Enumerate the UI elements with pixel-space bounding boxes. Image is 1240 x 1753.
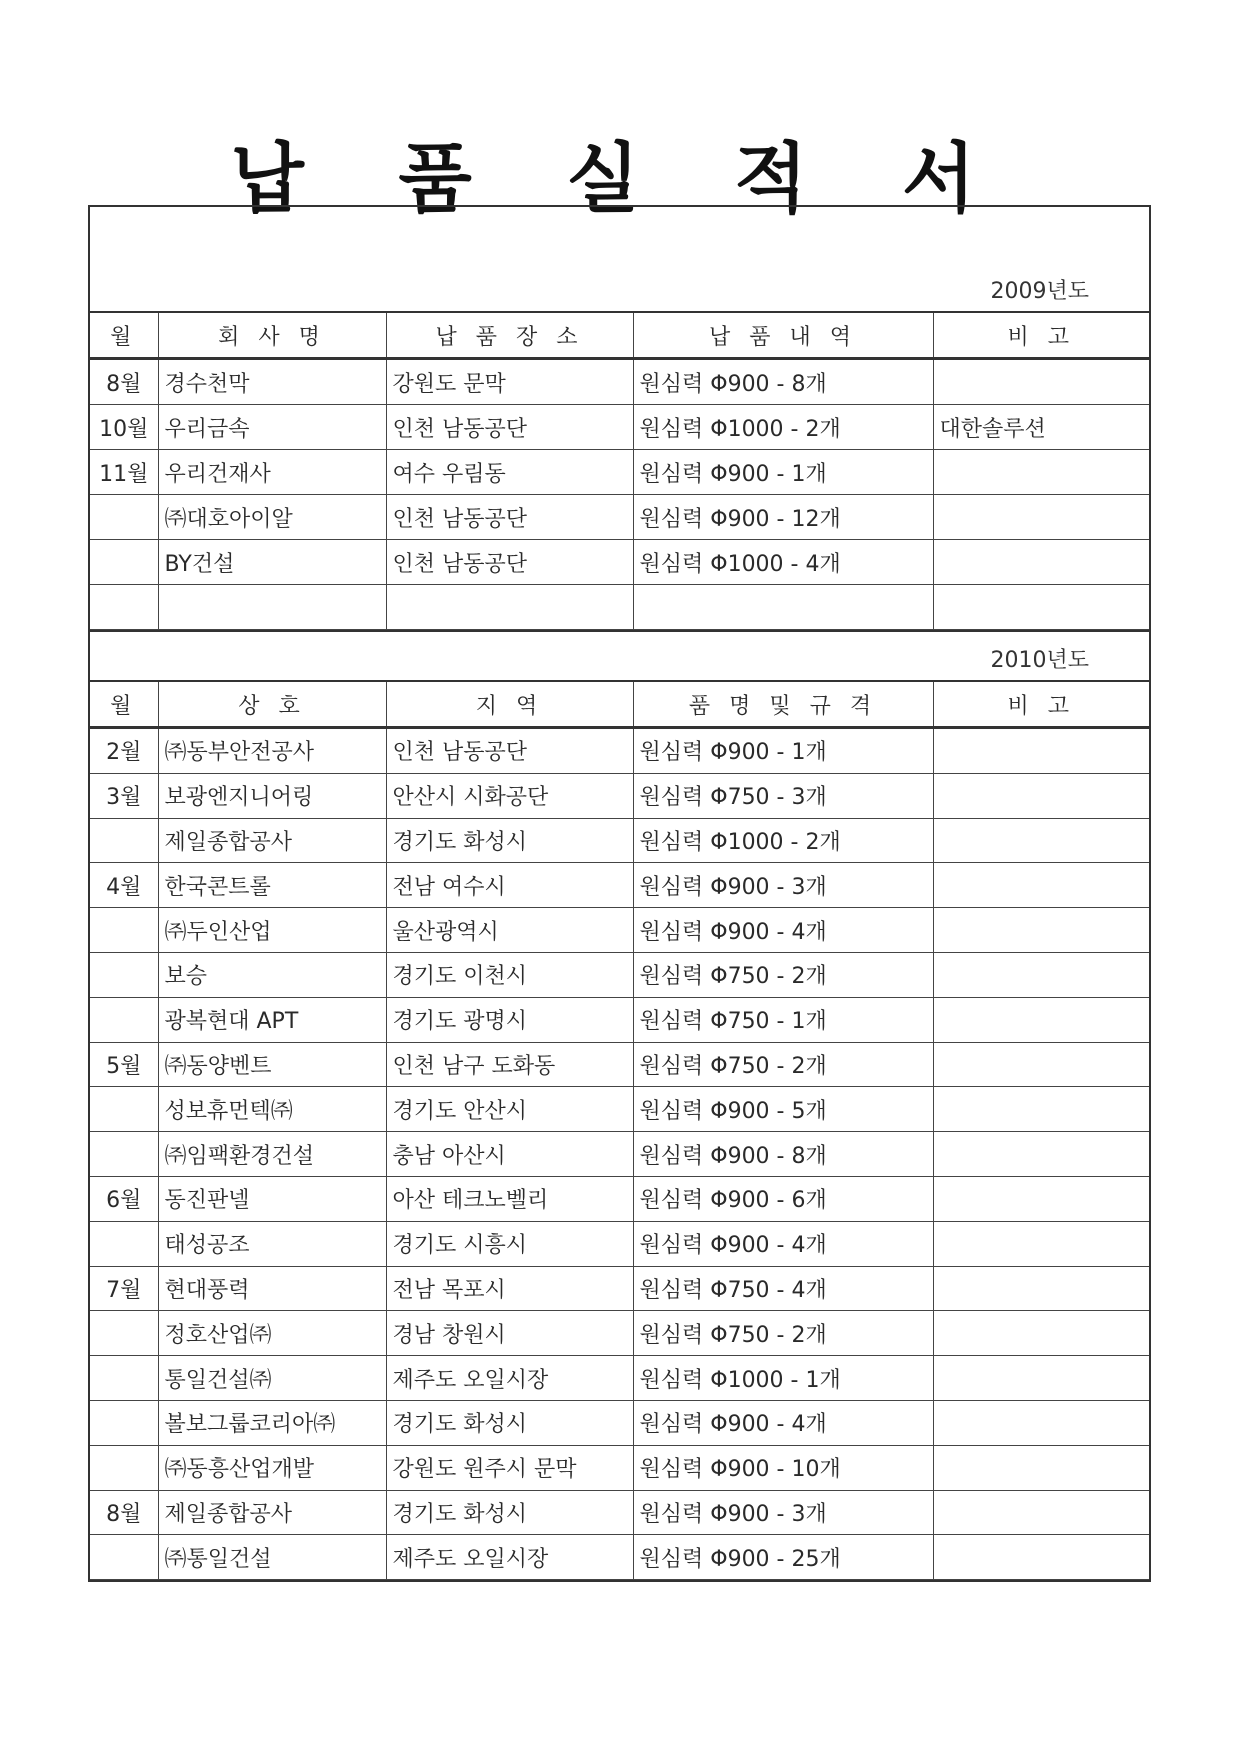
month-cell <box>90 1221 158 1266</box>
place-cell: 경기도 안산시 <box>386 1087 633 1132</box>
table-row <box>90 359 1149 405</box>
note-cell <box>933 997 1149 1042</box>
place-cell: 여수 우림동 <box>386 450 633 495</box>
note-cell <box>933 1311 1149 1356</box>
header-month: 월 <box>90 682 158 728</box>
place-cell: 인천 남동공단 <box>386 728 633 774</box>
note-cell <box>933 1266 1149 1311</box>
month-cell: 8월 <box>90 1490 158 1535</box>
note-cell <box>933 1087 1149 1132</box>
month-cell <box>90 1356 158 1401</box>
note-cell: 대한솔루션 <box>933 405 1149 450</box>
table-row <box>90 1445 1149 1490</box>
company-cell: 정호산업㈜ <box>158 1311 386 1356</box>
table-row <box>90 1087 1149 1132</box>
note-cell <box>933 450 1149 495</box>
place-cell: 강원도 원주시 문막 <box>386 1445 633 1490</box>
header-month: 월 <box>90 313 158 359</box>
place-cell: 경기도 화성시 <box>386 1490 633 1535</box>
place-cell: 인천 남동공단 <box>386 495 633 540</box>
table-row <box>90 1221 1149 1266</box>
place-cell: 제주도 오일시장 <box>386 1535 633 1580</box>
month-cell <box>90 818 158 863</box>
table-2009 <box>90 313 1149 630</box>
month-cell <box>90 908 158 953</box>
table-2010 <box>90 682 1149 1580</box>
details-cell: 원심력 Φ750 - 4개 <box>633 1266 933 1311</box>
month-cell <box>90 1400 158 1445</box>
header-note: 비 고 <box>933 313 1149 359</box>
month-cell <box>90 952 158 997</box>
note-cell <box>933 1356 1149 1401</box>
note-cell <box>933 863 1149 908</box>
table-row <box>90 773 1149 818</box>
note-cell <box>933 585 1149 630</box>
place-cell: 인천 남동공단 <box>386 540 633 585</box>
details-cell: 원심력 Φ900 - 10개 <box>633 1445 933 1490</box>
month-cell: 3월 <box>90 773 158 818</box>
month-cell: 8월 <box>90 359 158 405</box>
table-row <box>90 1042 1149 1087</box>
details-cell: 원심력 Φ900 - 4개 <box>633 908 933 953</box>
place-cell: 충남 아산시 <box>386 1132 633 1177</box>
note-cell <box>933 1176 1149 1221</box>
details-cell: 원심력 Φ900 - 3개 <box>633 863 933 908</box>
table-row <box>90 1132 1149 1177</box>
details-cell: 원심력 Φ1000 - 1개 <box>633 1356 933 1401</box>
details-cell: 원심력 Φ750 - 2개 <box>633 952 933 997</box>
company-cell: ㈜동부안전공사 <box>158 728 386 774</box>
table-row <box>90 818 1149 863</box>
table-row <box>90 1535 1149 1580</box>
note-cell <box>933 1400 1149 1445</box>
header-region: 지 역 <box>386 682 633 728</box>
note-cell <box>933 1490 1149 1535</box>
company-cell: 제일종합공사 <box>158 1490 386 1535</box>
header-company: 상 호 <box>158 682 386 728</box>
place-cell: 경기도 화성시 <box>386 1400 633 1445</box>
company-cell: ㈜임팩환경건설 <box>158 1132 386 1177</box>
details-cell: 원심력 Φ750 - 3개 <box>633 773 933 818</box>
month-cell: 6월 <box>90 1176 158 1221</box>
table-body-2010 <box>90 728 1149 1580</box>
note-cell <box>933 908 1149 953</box>
table-row <box>90 585 1149 630</box>
month-cell <box>90 1535 158 1580</box>
note-cell <box>933 1042 1149 1087</box>
company-cell <box>158 585 386 630</box>
month-cell <box>90 997 158 1042</box>
company-cell: 성보휴먼텍㈜ <box>158 1087 386 1132</box>
place-cell: 안산시 시화공단 <box>386 773 633 818</box>
note-cell <box>933 495 1149 540</box>
table-row <box>90 1176 1149 1221</box>
month-cell <box>90 1311 158 1356</box>
company-cell: ㈜동흥산업개발 <box>158 1445 386 1490</box>
note-cell <box>933 952 1149 997</box>
note-cell <box>933 359 1149 405</box>
company-cell: 볼보그룹코리아㈜ <box>158 1400 386 1445</box>
company-cell: 통일건설㈜ <box>158 1356 386 1401</box>
month-cell: 10월 <box>90 405 158 450</box>
table-row <box>90 1266 1149 1311</box>
table-row <box>90 1490 1149 1535</box>
note-cell <box>933 773 1149 818</box>
table-row <box>90 540 1149 585</box>
note-cell <box>933 818 1149 863</box>
place-cell: 경기도 화성시 <box>386 818 633 863</box>
header-row-2009 <box>90 313 1149 359</box>
details-cell: 원심력 Φ900 - 1개 <box>633 728 933 774</box>
details-cell: 원심력 Φ900 - 8개 <box>633 1132 933 1177</box>
year-label-2009: 2009년도 <box>990 279 1089 304</box>
place-cell: 인천 남동공단 <box>386 405 633 450</box>
table-row <box>90 908 1149 953</box>
company-cell: 광복현대 APT <box>158 997 386 1042</box>
note-cell <box>933 540 1149 585</box>
company-cell: 제일종합공사 <box>158 818 386 863</box>
table-row <box>90 495 1149 540</box>
table-row <box>90 1311 1149 1356</box>
company-cell: 우리금속 <box>158 405 386 450</box>
month-cell: 2월 <box>90 728 158 774</box>
place-cell: 경기도 이천시 <box>386 952 633 997</box>
month-cell: 11월 <box>90 450 158 495</box>
table-row <box>90 1400 1149 1445</box>
place-cell: 아산 테크노벨리 <box>386 1176 633 1221</box>
details-cell: 원심력 Φ1000 - 4개 <box>633 540 933 585</box>
company-cell: ㈜동양벤트 <box>158 1042 386 1087</box>
place-cell: 전남 목포시 <box>386 1266 633 1311</box>
table-row <box>90 997 1149 1042</box>
details-cell: 원심력 Φ1000 - 2개 <box>633 818 933 863</box>
table-row <box>90 728 1149 774</box>
month-cell: 4월 <box>90 863 158 908</box>
year-label-2010: 2010년도 <box>990 648 1089 673</box>
table-row <box>90 405 1149 450</box>
report-frame <box>88 205 1151 1582</box>
details-cell: 원심력 Φ900 - 12개 <box>633 495 933 540</box>
month-cell: 7월 <box>90 1266 158 1311</box>
details-cell: 원심력 Φ900 - 3개 <box>633 1490 933 1535</box>
month-cell <box>90 1132 158 1177</box>
note-cell <box>933 728 1149 774</box>
company-cell: 동진판넬 <box>158 1176 386 1221</box>
header-product-spec: 품 명 및 규 격 <box>633 682 933 728</box>
details-cell: 원심력 Φ900 - 25개 <box>633 1535 933 1580</box>
company-cell: 경수천막 <box>158 359 386 405</box>
section-header-2009 <box>90 207 1149 313</box>
header-note: 비 고 <box>933 682 1149 728</box>
header-details: 납 품 내 역 <box>633 313 933 359</box>
details-cell: 원심력 Φ900 - 4개 <box>633 1400 933 1445</box>
details-cell: 원심력 Φ900 - 8개 <box>633 359 933 405</box>
header-row-2010 <box>90 682 1149 728</box>
details-cell: 원심력 Φ900 - 4개 <box>633 1221 933 1266</box>
company-cell: 한국콘트롤 <box>158 863 386 908</box>
company-cell: 현대풍력 <box>158 1266 386 1311</box>
header-place: 납 품 장 소 <box>386 313 633 359</box>
company-cell: 우리건재사 <box>158 450 386 495</box>
details-cell: 원심력 Φ900 - 6개 <box>633 1176 933 1221</box>
place-cell: 경기도 시흥시 <box>386 1221 633 1266</box>
month-cell: 5월 <box>90 1042 158 1087</box>
table-row <box>90 450 1149 495</box>
table-row <box>90 1356 1149 1401</box>
details-cell: 원심력 Φ750 - 2개 <box>633 1311 933 1356</box>
company-cell: ㈜대호아이알 <box>158 495 386 540</box>
company-cell: ㈜두인산업 <box>158 908 386 953</box>
company-cell: ㈜통일건설 <box>158 1535 386 1580</box>
month-cell <box>90 1445 158 1490</box>
details-cell: 원심력 Φ900 - 1개 <box>633 450 933 495</box>
place-cell: 경기도 광명시 <box>386 997 633 1042</box>
place-cell: 제주도 오일시장 <box>386 1356 633 1401</box>
details-cell <box>633 585 933 630</box>
document-title: 납 품 실 적 서 <box>230 134 1010 223</box>
section-header-2010 <box>90 630 1149 682</box>
details-cell: 원심력 Φ900 - 5개 <box>633 1087 933 1132</box>
month-cell <box>90 495 158 540</box>
note-cell <box>933 1132 1149 1177</box>
table-body-2009 <box>90 359 1149 630</box>
details-cell: 원심력 Φ750 - 1개 <box>633 997 933 1042</box>
header-company: 회 사 명 <box>158 313 386 359</box>
place-cell: 울산광역시 <box>386 908 633 953</box>
place-cell: 전남 여수시 <box>386 863 633 908</box>
table-row <box>90 952 1149 997</box>
note-cell <box>933 1445 1149 1490</box>
details-cell: 원심력 Φ750 - 2개 <box>633 1042 933 1087</box>
note-cell <box>933 1221 1149 1266</box>
place-cell: 인천 남구 도화동 <box>386 1042 633 1087</box>
month-cell <box>90 585 158 630</box>
place-cell <box>386 585 633 630</box>
table-row <box>90 863 1149 908</box>
month-cell <box>90 540 158 585</box>
company-cell: 보승 <box>158 952 386 997</box>
company-cell: 보광엔지니어링 <box>158 773 386 818</box>
note-cell <box>933 1535 1149 1580</box>
place-cell: 강원도 문막 <box>386 359 633 405</box>
month-cell <box>90 1087 158 1132</box>
company-cell: 태성공조 <box>158 1221 386 1266</box>
place-cell: 경남 창원시 <box>386 1311 633 1356</box>
company-cell: BY건설 <box>158 540 386 585</box>
details-cell: 원심력 Φ1000 - 2개 <box>633 405 933 450</box>
